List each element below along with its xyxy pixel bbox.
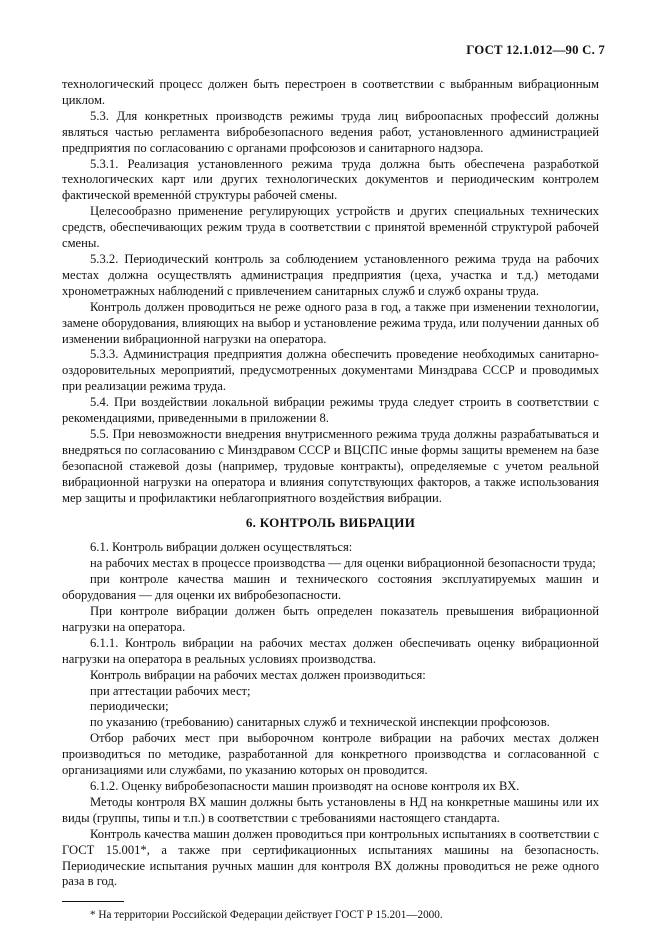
paragraph: При контроле вибрации должен быть определен показатель превышения вибрационной нагрузки на оператора.: [62, 604, 599, 634]
paragraph: 5.4. При воздействии локальной вибрации режимы труда следует строить в соответствии с рекомендациями, приведенными в приложении 8.: [62, 395, 599, 426]
section-title: 6. КОНТРОЛЬ ВИБРАЦИИ: [245, 515, 416, 531]
paragraph: Контроль качества машин должен проводиться при контрольных испытаниях в соответствии с ГОСТ 15.001*, а также при сертификационных испытаниях машины на безопасность. Периодические испытания ручных машин для контроля ВХ должны проводиться не реже одного раза в год.: [62, 826, 599, 889]
paragraph: Целесообразно применение регулирующих устройств и других специальных технических средств, обеспечивающих режим труда в соответствии с принятой временнóй структурой рабочей смены.: [62, 204, 599, 251]
paragraph: технологический процесс должен быть перестроен в соответствии с выбранным вибрационным циклом.: [62, 77, 599, 107]
page-header: ГОСТ 12.1.012—90 С. 7: [466, 43, 605, 57]
footnote-rule: [62, 901, 124, 902]
paragraph: на рабочих местах в процессе производства — для оценки вибрационной безопасности труда;: [90, 556, 596, 571]
paragraph: при контроле качества машин и технического состояния эксплуатируемых машин и оборудования — для оценки их вибробезопасности.: [62, 572, 599, 603]
paragraph: Контроль должен проводиться не реже одного раза в год, а также при изменении технологии, замене оборудования, влияющих на выбор и установление режима труда, или получении данных об изменении вибрационной нагрузки на оператора.: [62, 299, 600, 346]
paragraph: Методы контроля ВХ машин должны быть установлены в НД на конкретные машины или их виды (группы, типы и т.п.) в соответствии с требованиями настоящего стандарта.: [62, 794, 599, 825]
paragraph: при аттестации рабочих мест;: [90, 683, 251, 698]
paragraph: 6.1.2. Оценку вибробезопасности машин производят на основе контроля их ВХ.: [90, 778, 520, 793]
paragraph: 5.5. При невозможности внедрения внутрисменного режима труда должны разрабатываться и внедряться по согласованию с Минздравом СССР и ВЦСПС иные формы защиты временем на базе безопасной стажевой дозы (например, трудовые контракты), определяемые с учетом реальной вибрационной нагрузки на оператора и влияния сопутствующих факторов, а также использования мер защиты и профилактики неблагоприятного воздействия вибрации.: [62, 426, 599, 505]
paragraph: 6.1.1. Контроль вибрации на рабочих местах должен обеспечивать оценку вибрационной нагрузки на оператора в реальных условиях производства.: [62, 635, 599, 666]
paragraph: 5.3. Для конкретных производств режимы труда лиц виброопасных профессий должны являться частью регламента вибробезопасного ведения работ, установленного администрацией предприятия по согласованию с органами профсоюзов и санитарного надзора.: [62, 108, 599, 155]
footnote: * На территории Российской Федерации действует ГОСТ Р 15.201—2000.: [90, 909, 443, 922]
paragraph: 5.3.3. Администрация предприятия должна обеспечить проведение необходимых санитарно-оздоровительных мероприятий, предусмотренных документами Минздрава СССР и проводимых при реализации режима труда.: [62, 347, 599, 394]
paragraph: Отбор рабочих мест при выборочном контроле вибрации на рабочих местах должен производиться по методике, разработанной для конкретного производства и согласованной с организациями или службами, по указанию которых он проводится.: [62, 731, 599, 778]
paragraph: 6.1. Контроль вибрации должен осуществляться:: [90, 540, 353, 555]
paragraph: 5.3.1. Реализация установленного режима труда должна быть обеспечена разработкой технологических карт или других технологических документов и периодическим контролем фактической временнóй структуры рабочей смены.: [62, 156, 599, 203]
document-body: [62, 77, 599, 922]
paragraph: периодически;: [90, 699, 169, 714]
paragraph: 5.3.2. Периодический контроль за соблюдением установленного режима труда на рабочих местах должна осуществлять администрация предприятия (цеха, участка и т.д.) методами хронометражных наблюдений с привлечением санитарных служб и служб охраны труда.: [62, 251, 599, 298]
paragraph: Контроль вибрации на рабочих местах должен производиться:: [90, 667, 426, 682]
paragraph: по указанию (требованию) санитарных служб и технической инспекции профсоюзов.: [90, 715, 550, 730]
